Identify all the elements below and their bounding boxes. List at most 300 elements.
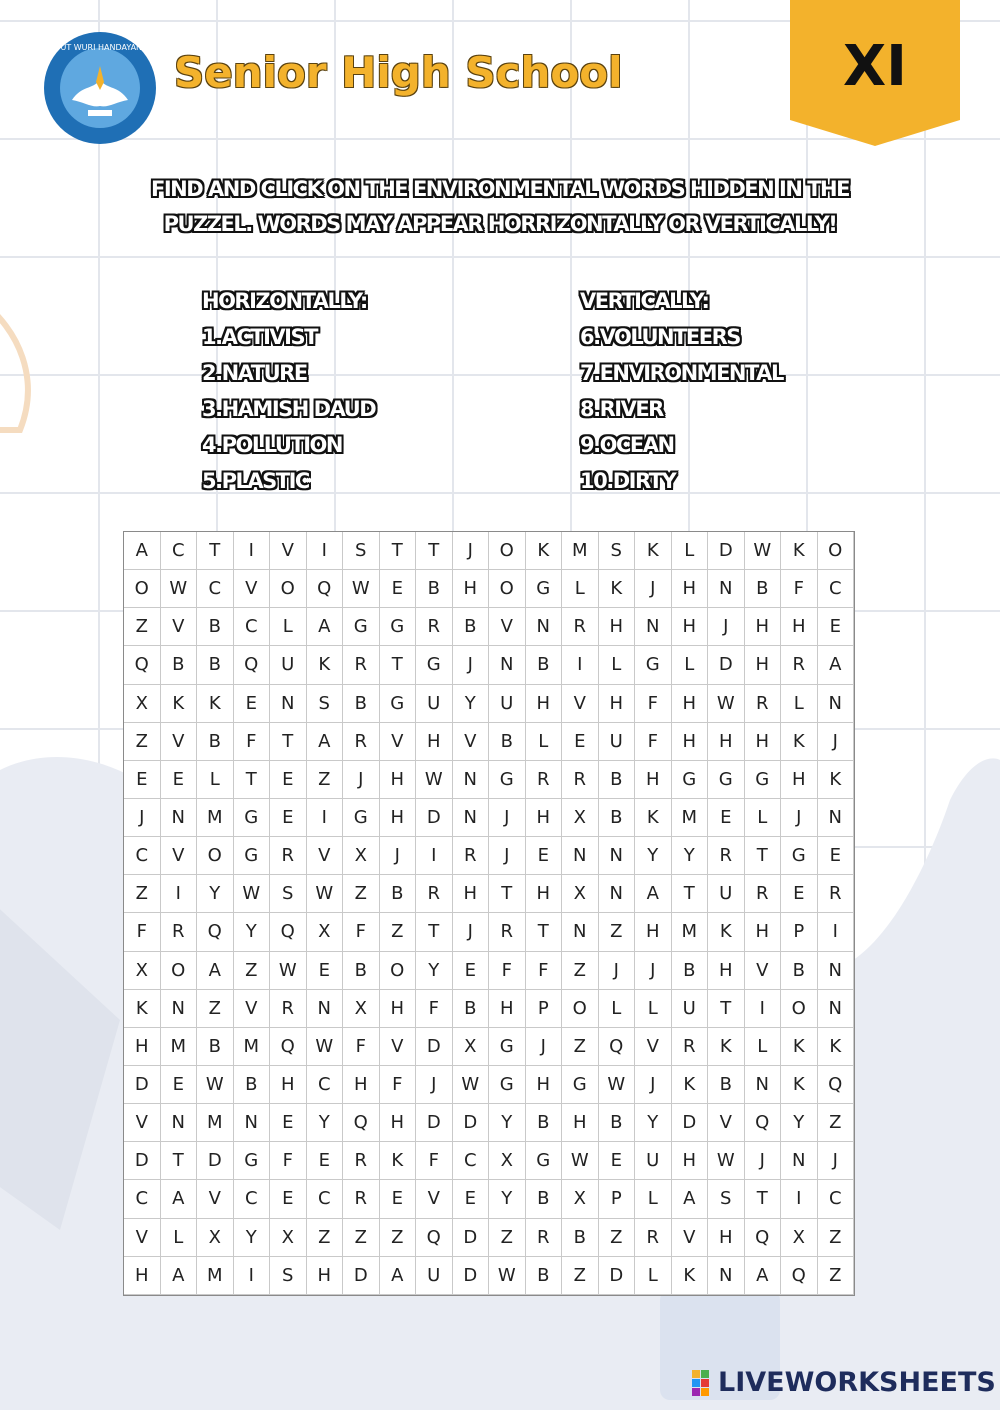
- grid-cell[interactable]: X: [307, 913, 344, 951]
- grid-cell[interactable]: E: [161, 1066, 198, 1104]
- grid-cell[interactable]: K: [781, 532, 818, 570]
- grid-cell[interactable]: K: [599, 570, 636, 608]
- grid-cell[interactable]: G: [635, 646, 672, 684]
- grid-cell[interactable]: N: [818, 990, 855, 1028]
- grid-cell[interactable]: E: [234, 685, 271, 723]
- grid-cell[interactable]: Y: [453, 685, 490, 723]
- grid-cell[interactable]: Z: [380, 1219, 417, 1257]
- grid-cell[interactable]: H: [526, 799, 563, 837]
- grid-cell[interactable]: H: [380, 799, 417, 837]
- grid-cell[interactable]: F: [124, 913, 161, 951]
- grid-cell[interactable]: H: [453, 570, 490, 608]
- grid-cell[interactable]: N: [818, 952, 855, 990]
- grid-cell[interactable]: B: [562, 1219, 599, 1257]
- grid-cell[interactable]: Q: [124, 646, 161, 684]
- grid-cell[interactable]: K: [708, 913, 745, 951]
- grid-cell[interactable]: V: [124, 1104, 161, 1142]
- grid-cell[interactable]: L: [781, 685, 818, 723]
- grid-cell[interactable]: F: [416, 1142, 453, 1180]
- grid-cell[interactable]: S: [708, 1180, 745, 1218]
- grid-cell[interactable]: P: [526, 990, 563, 1028]
- grid-cell[interactable]: J: [781, 799, 818, 837]
- grid-cell[interactable]: I: [818, 913, 855, 951]
- grid-cell[interactable]: R: [818, 875, 855, 913]
- grid-cell[interactable]: D: [708, 532, 745, 570]
- grid-cell[interactable]: V: [380, 1028, 417, 1066]
- grid-cell[interactable]: Y: [197, 875, 234, 913]
- grid-cell[interactable]: D: [672, 1104, 709, 1142]
- grid-cell[interactable]: K: [781, 1028, 818, 1066]
- grid-cell[interactable]: T: [197, 532, 234, 570]
- grid-cell[interactable]: R: [635, 1219, 672, 1257]
- grid-cell[interactable]: W: [234, 875, 271, 913]
- grid-cell[interactable]: X: [562, 875, 599, 913]
- grid-cell[interactable]: K: [307, 646, 344, 684]
- grid-cell[interactable]: B: [745, 570, 782, 608]
- grid-cell[interactable]: B: [526, 1180, 563, 1218]
- grid-cell[interactable]: L: [672, 532, 709, 570]
- grid-cell[interactable]: C: [124, 1180, 161, 1218]
- grid-cell[interactable]: A: [380, 1257, 417, 1295]
- grid-cell[interactable]: B: [526, 1257, 563, 1295]
- grid-cell[interactable]: Z: [599, 913, 636, 951]
- grid-cell[interactable]: E: [818, 608, 855, 646]
- grid-cell[interactable]: G: [526, 570, 563, 608]
- grid-cell[interactable]: Q: [234, 646, 271, 684]
- grid-cell[interactable]: X: [562, 1180, 599, 1218]
- grid-cell[interactable]: X: [453, 1028, 490, 1066]
- grid-cell[interactable]: L: [672, 646, 709, 684]
- grid-cell[interactable]: I: [781, 1180, 818, 1218]
- grid-cell[interactable]: Z: [307, 1219, 344, 1257]
- grid-cell[interactable]: T: [745, 1180, 782, 1218]
- grid-cell[interactable]: W: [708, 1142, 745, 1180]
- grid-cell[interactable]: R: [343, 1180, 380, 1218]
- grid-cell[interactable]: L: [526, 723, 563, 761]
- grid-cell[interactable]: H: [672, 685, 709, 723]
- grid-cell[interactable]: N: [270, 685, 307, 723]
- grid-cell[interactable]: Q: [307, 570, 344, 608]
- grid-cell[interactable]: R: [489, 913, 526, 951]
- grid-cell[interactable]: N: [781, 1142, 818, 1180]
- grid-cell[interactable]: L: [161, 1219, 198, 1257]
- grid-cell[interactable]: H: [343, 1066, 380, 1104]
- grid-cell[interactable]: U: [672, 990, 709, 1028]
- grid-cell[interactable]: E: [161, 761, 198, 799]
- grid-cell[interactable]: X: [124, 685, 161, 723]
- grid-cell[interactable]: R: [416, 875, 453, 913]
- grid-cell[interactable]: I: [416, 837, 453, 875]
- grid-cell[interactable]: C: [234, 608, 271, 646]
- grid-cell[interactable]: B: [489, 723, 526, 761]
- grid-cell[interactable]: J: [599, 952, 636, 990]
- grid-cell[interactable]: N: [562, 913, 599, 951]
- grid-cell[interactable]: Z: [562, 1257, 599, 1295]
- grid-cell[interactable]: N: [562, 837, 599, 875]
- grid-cell[interactable]: T: [270, 723, 307, 761]
- grid-cell[interactable]: E: [818, 837, 855, 875]
- grid-cell[interactable]: I: [234, 1257, 271, 1295]
- grid-cell[interactable]: V: [489, 608, 526, 646]
- grid-cell[interactable]: N: [708, 1257, 745, 1295]
- grid-cell[interactable]: J: [818, 1142, 855, 1180]
- grid-cell[interactable]: N: [708, 570, 745, 608]
- grid-cell[interactable]: B: [380, 875, 417, 913]
- grid-cell[interactable]: D: [197, 1142, 234, 1180]
- grid-cell[interactable]: N: [818, 799, 855, 837]
- grid-cell[interactable]: J: [818, 723, 855, 761]
- grid-cell[interactable]: E: [526, 837, 563, 875]
- grid-cell[interactable]: M: [197, 1104, 234, 1142]
- grid-cell[interactable]: H: [124, 1257, 161, 1295]
- grid-cell[interactable]: E: [307, 952, 344, 990]
- grid-cell[interactable]: B: [526, 1104, 563, 1142]
- grid-cell[interactable]: Z: [562, 1028, 599, 1066]
- grid-cell[interactable]: E: [380, 570, 417, 608]
- grid-cell[interactable]: K: [672, 1066, 709, 1104]
- grid-cell[interactable]: B: [672, 952, 709, 990]
- grid-cell[interactable]: H: [307, 1257, 344, 1295]
- grid-cell[interactable]: T: [416, 532, 453, 570]
- grid-cell[interactable]: T: [380, 532, 417, 570]
- grid-cell[interactable]: D: [453, 1104, 490, 1142]
- grid-cell[interactable]: P: [599, 1180, 636, 1218]
- grid-cell[interactable]: G: [672, 761, 709, 799]
- grid-cell[interactable]: W: [161, 570, 198, 608]
- grid-cell[interactable]: M: [161, 1028, 198, 1066]
- grid-cell[interactable]: W: [416, 761, 453, 799]
- grid-cell[interactable]: X: [197, 1219, 234, 1257]
- grid-cell[interactable]: F: [343, 913, 380, 951]
- grid-cell[interactable]: H: [453, 875, 490, 913]
- grid-cell[interactable]: E: [124, 761, 161, 799]
- grid-cell[interactable]: Z: [562, 952, 599, 990]
- grid-cell[interactable]: M: [234, 1028, 271, 1066]
- grid-cell[interactable]: A: [635, 875, 672, 913]
- grid-cell[interactable]: C: [197, 570, 234, 608]
- grid-cell[interactable]: D: [416, 1028, 453, 1066]
- grid-cell[interactable]: D: [599, 1257, 636, 1295]
- grid-cell[interactable]: Y: [489, 1180, 526, 1218]
- grid-cell[interactable]: F: [489, 952, 526, 990]
- grid-cell[interactable]: R: [270, 837, 307, 875]
- grid-cell[interactable]: Z: [124, 723, 161, 761]
- grid-cell[interactable]: V: [234, 570, 271, 608]
- grid-cell[interactable]: V: [672, 1219, 709, 1257]
- grid-cell[interactable]: U: [270, 646, 307, 684]
- grid-cell[interactable]: Z: [343, 875, 380, 913]
- grid-cell[interactable]: Z: [818, 1257, 855, 1295]
- grid-cell[interactable]: N: [161, 799, 198, 837]
- grid-cell[interactable]: G: [708, 761, 745, 799]
- grid-cell[interactable]: U: [635, 1142, 672, 1180]
- grid-cell[interactable]: F: [781, 570, 818, 608]
- grid-cell[interactable]: N: [599, 875, 636, 913]
- grid-cell[interactable]: R: [453, 837, 490, 875]
- grid-cell[interactable]: X: [489, 1142, 526, 1180]
- grid-cell[interactable]: J: [380, 837, 417, 875]
- grid-cell[interactable]: W: [270, 952, 307, 990]
- grid-cell[interactable]: J: [453, 532, 490, 570]
- grid-cell[interactable]: L: [599, 646, 636, 684]
- grid-cell[interactable]: U: [416, 685, 453, 723]
- grid-cell[interactable]: G: [380, 608, 417, 646]
- grid-cell[interactable]: Y: [416, 952, 453, 990]
- grid-cell[interactable]: R: [562, 761, 599, 799]
- grid-cell[interactable]: V: [453, 723, 490, 761]
- grid-cell[interactable]: L: [635, 1180, 672, 1218]
- grid-cell[interactable]: R: [343, 646, 380, 684]
- grid-cell[interactable]: H: [526, 685, 563, 723]
- grid-cell[interactable]: B: [197, 1028, 234, 1066]
- grid-cell[interactable]: L: [635, 990, 672, 1028]
- grid-cell[interactable]: V: [270, 532, 307, 570]
- grid-cell[interactable]: M: [562, 532, 599, 570]
- grid-cell[interactable]: O: [489, 532, 526, 570]
- grid-cell[interactable]: N: [599, 837, 636, 875]
- grid-cell[interactable]: Y: [234, 1219, 271, 1257]
- grid-cell[interactable]: H: [672, 723, 709, 761]
- grid-cell[interactable]: J: [708, 608, 745, 646]
- grid-cell[interactable]: F: [526, 952, 563, 990]
- grid-cell[interactable]: J: [635, 952, 672, 990]
- grid-cell[interactable]: A: [307, 608, 344, 646]
- grid-cell[interactable]: J: [745, 1142, 782, 1180]
- grid-cell[interactable]: H: [672, 608, 709, 646]
- grid-cell[interactable]: L: [745, 799, 782, 837]
- grid-cell[interactable]: Y: [489, 1104, 526, 1142]
- grid-cell[interactable]: S: [270, 875, 307, 913]
- grid-cell[interactable]: J: [526, 1028, 563, 1066]
- grid-cell[interactable]: Q: [599, 1028, 636, 1066]
- grid-cell[interactable]: K: [635, 799, 672, 837]
- grid-cell[interactable]: H: [745, 913, 782, 951]
- grid-cell[interactable]: K: [818, 761, 855, 799]
- grid-cell[interactable]: Z: [818, 1104, 855, 1142]
- grid-cell[interactable]: V: [161, 608, 198, 646]
- grid-cell[interactable]: M: [197, 1257, 234, 1295]
- grid-cell[interactable]: W: [307, 1028, 344, 1066]
- grid-cell[interactable]: L: [745, 1028, 782, 1066]
- grid-cell[interactable]: X: [270, 1219, 307, 1257]
- grid-cell[interactable]: K: [708, 1028, 745, 1066]
- grid-cell[interactable]: B: [599, 799, 636, 837]
- grid-cell[interactable]: Z: [343, 1219, 380, 1257]
- grid-cell[interactable]: C: [818, 1180, 855, 1218]
- grid-cell[interactable]: H: [708, 952, 745, 990]
- grid-cell[interactable]: X: [562, 799, 599, 837]
- grid-cell[interactable]: Z: [124, 608, 161, 646]
- grid-cell[interactable]: E: [453, 952, 490, 990]
- grid-cell[interactable]: H: [745, 646, 782, 684]
- grid-cell[interactable]: H: [526, 1066, 563, 1104]
- grid-cell[interactable]: F: [635, 685, 672, 723]
- grid-cell[interactable]: V: [562, 685, 599, 723]
- grid-cell[interactable]: N: [745, 1066, 782, 1104]
- grid-cell[interactable]: C: [307, 1066, 344, 1104]
- grid-cell[interactable]: H: [708, 723, 745, 761]
- grid-cell[interactable]: G: [489, 1066, 526, 1104]
- grid-cell[interactable]: O: [270, 570, 307, 608]
- grid-cell[interactable]: B: [781, 952, 818, 990]
- grid-cell[interactable]: T: [672, 875, 709, 913]
- grid-cell[interactable]: B: [234, 1066, 271, 1104]
- grid-cell[interactable]: R: [708, 837, 745, 875]
- grid-cell[interactable]: E: [380, 1180, 417, 1218]
- grid-cell[interactable]: H: [526, 875, 563, 913]
- grid-cell[interactable]: B: [197, 646, 234, 684]
- grid-cell[interactable]: Z: [124, 875, 161, 913]
- grid-cell[interactable]: H: [672, 1142, 709, 1180]
- grid-cell[interactable]: F: [380, 1066, 417, 1104]
- grid-cell[interactable]: K: [781, 723, 818, 761]
- grid-cell[interactable]: Q: [416, 1219, 453, 1257]
- grid-cell[interactable]: T: [489, 875, 526, 913]
- grid-cell[interactable]: T: [708, 990, 745, 1028]
- grid-cell[interactable]: G: [489, 761, 526, 799]
- grid-cell[interactable]: J: [635, 570, 672, 608]
- grid-cell[interactable]: A: [124, 532, 161, 570]
- grid-cell[interactable]: A: [818, 646, 855, 684]
- grid-cell[interactable]: T: [526, 913, 563, 951]
- grid-cell[interactable]: W: [453, 1066, 490, 1104]
- grid-cell[interactable]: Q: [343, 1104, 380, 1142]
- grid-cell[interactable]: B: [343, 685, 380, 723]
- grid-cell[interactable]: A: [161, 1180, 198, 1218]
- grid-cell[interactable]: W: [562, 1142, 599, 1180]
- grid-cell[interactable]: Y: [635, 837, 672, 875]
- grid-cell[interactable]: K: [818, 1028, 855, 1066]
- grid-cell[interactable]: W: [343, 570, 380, 608]
- grid-cell[interactable]: R: [343, 1142, 380, 1180]
- grid-cell[interactable]: H: [489, 990, 526, 1028]
- grid-cell[interactable]: E: [270, 1104, 307, 1142]
- grid-cell[interactable]: Q: [270, 1028, 307, 1066]
- grid-cell[interactable]: T: [416, 913, 453, 951]
- grid-cell[interactable]: I: [562, 646, 599, 684]
- grid-cell[interactable]: X: [343, 990, 380, 1028]
- grid-cell[interactable]: N: [234, 1104, 271, 1142]
- grid-cell[interactable]: R: [161, 913, 198, 951]
- grid-cell[interactable]: S: [599, 532, 636, 570]
- grid-cell[interactable]: R: [416, 608, 453, 646]
- grid-cell[interactable]: K: [380, 1142, 417, 1180]
- grid-cell[interactable]: H: [745, 723, 782, 761]
- grid-cell[interactable]: V: [635, 1028, 672, 1066]
- grid-cell[interactable]: R: [526, 1219, 563, 1257]
- grid-cell[interactable]: O: [781, 990, 818, 1028]
- grid-cell[interactable]: D: [416, 1104, 453, 1142]
- grid-cell[interactable]: N: [307, 990, 344, 1028]
- grid-cell[interactable]: B: [453, 608, 490, 646]
- grid-cell[interactable]: D: [124, 1142, 161, 1180]
- grid-cell[interactable]: S: [307, 685, 344, 723]
- grid-cell[interactable]: R: [343, 723, 380, 761]
- grid-cell[interactable]: V: [307, 837, 344, 875]
- grid-cell[interactable]: Q: [781, 1257, 818, 1295]
- grid-cell[interactable]: J: [124, 799, 161, 837]
- grid-cell[interactable]: G: [234, 837, 271, 875]
- grid-cell[interactable]: J: [416, 1066, 453, 1104]
- grid-cell[interactable]: D: [708, 646, 745, 684]
- grid-cell[interactable]: W: [489, 1257, 526, 1295]
- grid-cell[interactable]: A: [745, 1257, 782, 1295]
- grid-cell[interactable]: C: [307, 1180, 344, 1218]
- grid-cell[interactable]: H: [635, 761, 672, 799]
- grid-cell[interactable]: A: [197, 952, 234, 990]
- grid-cell[interactable]: G: [562, 1066, 599, 1104]
- grid-cell[interactable]: V: [708, 1104, 745, 1142]
- grid-cell[interactable]: H: [672, 570, 709, 608]
- grid-cell[interactable]: Q: [745, 1219, 782, 1257]
- grid-cell[interactable]: I: [307, 532, 344, 570]
- grid-cell[interactable]: L: [599, 990, 636, 1028]
- grid-cell[interactable]: K: [781, 1066, 818, 1104]
- grid-cell[interactable]: Y: [781, 1104, 818, 1142]
- grid-cell[interactable]: B: [526, 646, 563, 684]
- grid-cell[interactable]: W: [745, 532, 782, 570]
- grid-cell[interactable]: B: [599, 761, 636, 799]
- grid-cell[interactable]: R: [672, 1028, 709, 1066]
- grid-cell[interactable]: R: [270, 990, 307, 1028]
- grid-cell[interactable]: Z: [489, 1219, 526, 1257]
- grid-cell[interactable]: I: [745, 990, 782, 1028]
- grid-cell[interactable]: T: [380, 646, 417, 684]
- grid-cell[interactable]: D: [453, 1257, 490, 1295]
- grid-cell[interactable]: F: [270, 1142, 307, 1180]
- grid-cell[interactable]: K: [197, 685, 234, 723]
- grid-cell[interactable]: P: [781, 913, 818, 951]
- grid-cell[interactable]: Q: [818, 1066, 855, 1104]
- grid-cell[interactable]: N: [635, 608, 672, 646]
- grid-cell[interactable]: B: [197, 608, 234, 646]
- grid-cell[interactable]: C: [234, 1180, 271, 1218]
- grid-cell[interactable]: U: [708, 875, 745, 913]
- grid-cell[interactable]: O: [489, 570, 526, 608]
- grid-cell[interactable]: W: [197, 1066, 234, 1104]
- grid-cell[interactable]: G: [489, 1028, 526, 1066]
- grid-cell[interactable]: O: [380, 952, 417, 990]
- grid-cell[interactable]: B: [416, 570, 453, 608]
- grid-cell[interactable]: R: [562, 608, 599, 646]
- grid-cell[interactable]: K: [161, 685, 198, 723]
- grid-cell[interactable]: Z: [307, 761, 344, 799]
- grid-cell[interactable]: L: [197, 761, 234, 799]
- grid-cell[interactable]: G: [526, 1142, 563, 1180]
- grid-cell[interactable]: J: [343, 761, 380, 799]
- grid-cell[interactable]: V: [161, 723, 198, 761]
- grid-cell[interactable]: T: [234, 761, 271, 799]
- grid-cell[interactable]: S: [270, 1257, 307, 1295]
- grid-cell[interactable]: G: [343, 608, 380, 646]
- grid-cell[interactable]: V: [234, 990, 271, 1028]
- grid-cell[interactable]: Q: [745, 1104, 782, 1142]
- grid-cell[interactable]: Z: [380, 913, 417, 951]
- grid-cell[interactable]: O: [124, 570, 161, 608]
- grid-cell[interactable]: J: [453, 646, 490, 684]
- grid-cell[interactable]: C: [818, 570, 855, 608]
- grid-cell[interactable]: D: [124, 1066, 161, 1104]
- grid-cell[interactable]: H: [562, 1104, 599, 1142]
- grid-cell[interactable]: H: [708, 1219, 745, 1257]
- grid-cell[interactable]: W: [599, 1066, 636, 1104]
- grid-cell[interactable]: V: [380, 723, 417, 761]
- grid-cell[interactable]: Y: [635, 1104, 672, 1142]
- grid-cell[interactable]: O: [161, 952, 198, 990]
- grid-cell[interactable]: W: [307, 875, 344, 913]
- grid-cell[interactable]: F: [343, 1028, 380, 1066]
- grid-cell[interactable]: L: [562, 570, 599, 608]
